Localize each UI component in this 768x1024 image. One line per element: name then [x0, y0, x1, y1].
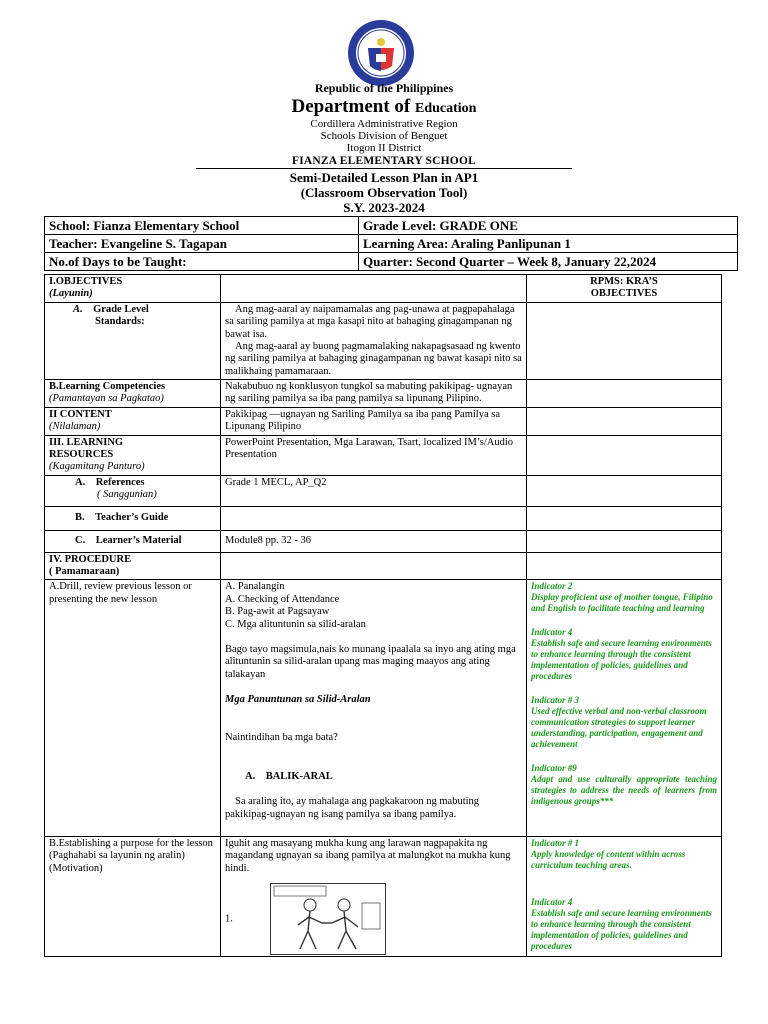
- gls-marker: A.: [73, 303, 83, 315]
- indicator-text: Establish safe and secure learning environments to enhance learning through the consistent implementation of policies, guidelines and procedures: [531, 638, 712, 682]
- lc-label: B.Learning Competencies: [49, 381, 166, 392]
- indicator-title: Indicator 4: [531, 627, 573, 638]
- grade-level-standards-row: [45, 302, 722, 379]
- learners-material-label: C. Learner’s Material: [75, 534, 182, 546]
- drill-item: A. Checking of Attendance: [225, 593, 340, 605]
- learners-material-row: [45, 530, 722, 552]
- info-days: No.of Days to be Taught:: [45, 253, 359, 271]
- indicator-title: Indicator #9: [531, 762, 577, 773]
- indicator-title: Indicator 4: [531, 896, 573, 907]
- content-sub: (Nilalaman): [49, 421, 101, 433]
- objectives-title: I.OBJECTIVES: [49, 276, 123, 287]
- teachers-guide-label: B. Teacher’s Guide: [75, 511, 169, 523]
- resources-text: PowerPoint Presentation, Mga Larawan, Tsart, localized IM’s/Audio Presentation: [221, 435, 527, 475]
- learners-material-text: Module8 pp. 32 - 36: [221, 530, 527, 552]
- district-line: Itogon II District: [346, 142, 422, 154]
- references-text: Grade 1 MECL, AP_Q2: [221, 475, 527, 506]
- info-table: [44, 216, 738, 271]
- resources-label-2: RESOURCES: [49, 448, 114, 460]
- indicator-title: Indicator 2: [531, 581, 573, 592]
- family-interaction-picture: [270, 883, 386, 955]
- references-label: A. References: [75, 476, 145, 488]
- procedure-row: [45, 552, 722, 580]
- gls-text-2: Ang mag-aaral ay buong pagmamalaking nakapagsasaad ng kwento ng sariling pamilya at bahaging ginagampanan ng bawat kasapi nito sa malikhaing pamamaraan.: [225, 340, 522, 377]
- drill-item: B. Pag-awit at Pagsayaw: [225, 606, 330, 618]
- info-school: School: Fianza Elementary School: [45, 217, 359, 235]
- indicator-title: Indicator # 3: [531, 695, 580, 706]
- gls-label-2: Standards:: [95, 316, 145, 328]
- drill-rules-title: Mga Panuntunan sa Silid-Aralan: [225, 694, 371, 705]
- region-line: Cordillera Administrative Region: [310, 118, 458, 130]
- references-row: [45, 475, 722, 506]
- rpms-title: RPMS: KRA’S: [590, 276, 658, 287]
- info-quarter: Quarter: Second Quarter – Week 8, January 22,2024: [359, 253, 738, 271]
- resources-row: [45, 435, 722, 475]
- balik-aral-heading: A. BALIK-ARAL: [245, 770, 333, 782]
- motivation-text: Iguhit ang masayang mukha kung ang larawan nagpapakita ng magandang ugnayan sa ibang pamilya at malungkot na mukha kung hindi.: [225, 837, 511, 874]
- info-grade: Grade Level: GRADE ONE: [359, 217, 738, 235]
- plan-subtitle: (Classroom Observation Tool): [300, 185, 468, 200]
- indicator-title: Indicator # 1: [531, 837, 580, 848]
- references-sub: ( Sanggunian): [97, 489, 157, 500]
- header-rule: [196, 168, 572, 169]
- lc-text: Nakabubuo ng konklusyon tungkol sa mabuting pakikipag- ugnayan ng sariling pamilya sa iba pang pamilya sa lipunang Pilipino.: [221, 380, 527, 408]
- school-name: FIANZA ELEMENTARY SCHOOL: [292, 155, 476, 167]
- department-prefix: Department of: [291, 96, 411, 117]
- content-label: II CONTENT: [49, 408, 112, 420]
- division-line: Schools Division of Benguet: [320, 130, 448, 142]
- resources-label-1: III. LEARNING: [49, 436, 124, 448]
- indicator-text: Used effective verbal and non-verbal classroom communication strategies to support learner understanding, participation, engagement and achievement: [531, 706, 707, 749]
- deped-seal-logo: [346, 18, 416, 88]
- gls-label: A. Grade Level: [73, 303, 149, 315]
- rpms-sub: OBJECTIVES: [590, 288, 658, 300]
- objectives-row: [45, 275, 722, 303]
- content-text: Pakikipag —ugnayan ng Sariling Pamilya sa iba pang Pamilya sa Lipunang Pilipino: [221, 407, 527, 435]
- drill-question: Naintindihan ba mga bata?: [225, 732, 338, 744]
- gls-text-1: Ang mag-aaral ay naipamamalas ang pag-unawa at pagpapahalaga sa sariling pamilya at mga kasapi nito at bahaging ginagampanan ng bawat isa.: [225, 303, 515, 340]
- motivation-item: [225, 883, 522, 955]
- motivation-item-number: 1.: [225, 913, 233, 925]
- motivation-row: [45, 836, 722, 956]
- learning-competencies-row: [45, 380, 722, 408]
- procedure-label: IV. PROCEDURE: [49, 553, 132, 565]
- info-area: Learning Area: Araling Panlipunan 1: [359, 235, 738, 253]
- indicator-text: Apply knowledge of content within across curriculum teaching areas.: [531, 848, 686, 870]
- lc-sub: (Pamantayan sa Pagkatao): [49, 393, 164, 405]
- drill-paragraph: Bago tayo magsimula,nais ko munang ipaalala sa inyo ang ating mga alituntunin sa silid-aralan upang mas maging maayos ang ating talakayan: [225, 643, 516, 680]
- drill-item: C. Mga alituntunin sa silid-aralan: [225, 618, 366, 630]
- drill-row: [45, 580, 722, 837]
- drill-item: A. Panalangin: [225, 581, 285, 593]
- indicator-text: Adapt and use culturally appropriate teaching strategies to address the needs of learners from indigenous groups***: [531, 773, 717, 806]
- republic-line: Republic of the Philippines: [314, 81, 454, 95]
- department-suffix: Education: [415, 101, 477, 116]
- balik-aral-text: Sa araling ito, ay mahalaga ang pagkakaroon ng mabuting pakikipag-ugnayan ng isang pamilya sa ibang pamilya.: [225, 796, 480, 820]
- motivation-label: B.Establishing a purpose for the lesson (Paghahabi sa layunin ng aralin) (Motivation): [45, 836, 221, 956]
- procedure-sub: ( Pamamaraan): [49, 566, 120, 577]
- plan-title: Semi-Detailed Lesson Plan in AP1: [289, 170, 479, 185]
- indicator-text: Display proficient use of mother tongue, Filipino and English to facilitate teaching and learning: [531, 592, 713, 614]
- lesson-plan-table: [44, 274, 722, 957]
- info-teacher: Teacher: Evangeline S. Tagapan: [45, 235, 359, 253]
- indicator-text: Establish safe and secure learning environments to enhance learning through the consistent implementation of policies, guidelines and procedures: [531, 907, 712, 951]
- content-row: [45, 407, 722, 435]
- drill-label: A.Drill, review previous lesson or presenting the new lesson: [45, 580, 221, 837]
- resources-sub: (Kagamitang Panturo): [49, 461, 145, 473]
- department-title: [0, 97, 768, 116]
- objectives-sub: (Layunin): [49, 288, 93, 300]
- school-year: S.Y. 2023-2024: [343, 200, 425, 215]
- teachers-guide-row: [45, 506, 722, 530]
